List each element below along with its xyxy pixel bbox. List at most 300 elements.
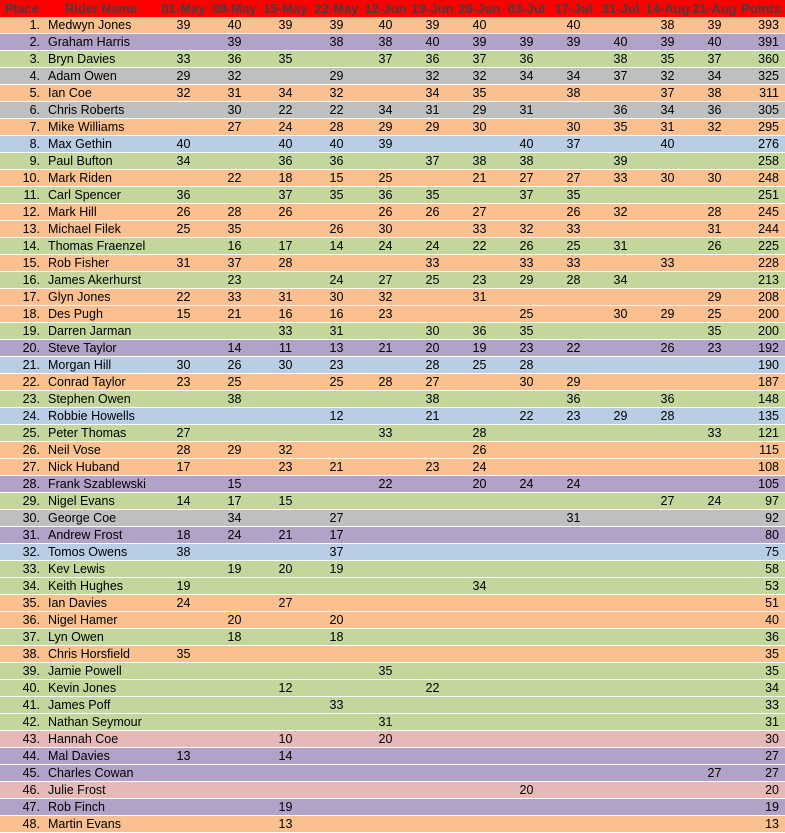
score-cell [503,561,550,578]
rider-name-cell: Kev Lewis [44,561,158,578]
place-cell: 42. [0,714,44,731]
score-cell: 29 [362,119,409,136]
points-cell: 305 [738,102,785,119]
score-cell [260,391,311,408]
score-cell [597,663,644,680]
table-row [0,221,785,238]
score-cell [209,153,260,170]
score-cell: 30 [550,119,597,136]
score-cell: 33 [409,255,456,272]
score-cell [362,561,409,578]
score-cell: 29 [158,68,209,85]
rider-name-cell: George Coe [44,510,158,527]
score-cell [158,340,209,357]
score-cell [362,680,409,697]
place-cell: 45. [0,765,44,782]
score-cell [158,323,209,340]
score-cell: 26 [644,340,691,357]
score-cell [409,629,456,646]
rider-name-cell: Nigel Evans [44,493,158,510]
score-cell [158,102,209,119]
score-cell [362,255,409,272]
score-cell: 22 [158,289,209,306]
score-cell [550,544,597,561]
score-cell: 37 [597,68,644,85]
score-cell: 25 [550,238,597,255]
score-cell [260,714,311,731]
score-cell [260,765,311,782]
table-row [0,629,785,646]
score-cell: 31 [158,255,209,272]
score-cell [691,510,738,527]
table-row [0,17,785,34]
score-cell: 28 [260,255,311,272]
score-cell [644,731,691,748]
score-cell [409,816,456,833]
score-cell [503,629,550,646]
score-cell [644,663,691,680]
score-cell [260,408,311,425]
score-cell: 26 [158,204,209,221]
score-cell: 29 [456,102,503,119]
score-cell: 29 [550,374,597,391]
score-cell: 31 [362,714,409,731]
table-row [0,204,785,221]
score-cell [362,544,409,561]
score-cell: 37 [456,51,503,68]
score-cell [644,323,691,340]
score-cell [550,748,597,765]
score-cell [260,782,311,799]
score-cell [456,187,503,204]
score-cell: 12 [311,408,362,425]
score-cell [456,782,503,799]
score-cell [311,391,362,408]
score-cell: 36 [311,153,362,170]
score-cell [409,306,456,323]
score-cell: 18 [311,629,362,646]
score-cell: 27 [503,170,550,187]
score-cell: 10 [260,731,311,748]
score-cell [456,374,503,391]
score-cell: 39 [260,17,311,34]
score-cell: 38 [644,17,691,34]
table-row [0,714,785,731]
score-cell: 23 [409,459,456,476]
rider-name-cell: Max Gethin [44,136,158,153]
score-cell [503,714,550,731]
score-cell [503,527,550,544]
score-cell: 33 [362,425,409,442]
score-cell [644,187,691,204]
score-cell [597,612,644,629]
rider-name-cell: Adam Owen [44,68,158,85]
rider-name-cell: James Akerhurst [44,272,158,289]
score-cell [597,561,644,578]
score-cell: 30 [362,221,409,238]
score-cell [550,459,597,476]
score-cell: 31 [644,119,691,136]
score-cell [691,476,738,493]
score-cell: 36 [409,51,456,68]
place-cell: 12. [0,204,44,221]
points-cell: 33 [738,697,785,714]
table-row [0,408,785,425]
table-row [0,51,785,68]
score-cell: 27 [158,425,209,442]
score-cell [456,493,503,510]
points-cell: 27 [738,765,785,782]
table-row [0,102,785,119]
score-cell: 24 [456,459,503,476]
score-cell: 35 [158,646,209,663]
column-header: 19-Jun [409,0,456,17]
score-cell: 21 [209,306,260,323]
place-cell: 17. [0,289,44,306]
points-cell: 20 [738,782,785,799]
score-cell [260,510,311,527]
score-cell [209,425,260,442]
place-cell: 8. [0,136,44,153]
score-cell: 39 [409,17,456,34]
score-cell [691,646,738,663]
score-cell: 33 [550,221,597,238]
score-cell [597,527,644,544]
score-cell [409,493,456,510]
place-cell: 33. [0,561,44,578]
score-cell: 20 [260,561,311,578]
score-cell: 39 [597,153,644,170]
score-cell [597,459,644,476]
score-cell: 26 [409,204,456,221]
score-cell [597,782,644,799]
table-row [0,238,785,255]
score-cell [362,323,409,340]
points-cell: 27 [738,748,785,765]
score-cell [550,323,597,340]
score-cell [409,221,456,238]
rider-name-cell: Neil Vose [44,442,158,459]
score-cell [311,816,362,833]
score-cell: 33 [311,697,362,714]
place-cell: 22. [0,374,44,391]
score-cell [644,204,691,221]
score-cell [260,697,311,714]
place-cell: 46. [0,782,44,799]
score-cell: 30 [503,374,550,391]
table-row [0,153,785,170]
points-cell: 200 [738,306,785,323]
score-cell [260,34,311,51]
score-cell [597,714,644,731]
score-cell [260,374,311,391]
table-row [0,442,785,459]
rider-name-cell: Mal Davies [44,748,158,765]
score-cell [550,527,597,544]
score-cell [456,697,503,714]
place-cell: 26. [0,442,44,459]
score-cell [644,289,691,306]
score-cell: 26 [311,221,362,238]
score-cell [597,425,644,442]
score-cell: 34 [503,68,550,85]
score-cell [550,697,597,714]
score-cell [158,799,209,816]
score-cell: 21 [409,408,456,425]
score-cell [311,731,362,748]
score-cell [644,595,691,612]
score-cell: 38 [362,34,409,51]
table-row [0,306,785,323]
score-cell: 32 [503,221,550,238]
place-cell: 7. [0,119,44,136]
score-cell [409,714,456,731]
score-cell: 32 [644,68,691,85]
table-row [0,765,785,782]
table-row [0,646,785,663]
score-cell: 30 [597,306,644,323]
score-cell: 34 [456,578,503,595]
score-cell: 21 [456,170,503,187]
score-cell [209,595,260,612]
column-header: 26-Jun [456,0,503,17]
table-row [0,119,785,136]
score-cell [362,799,409,816]
score-cell: 18 [209,629,260,646]
score-cell: 22 [209,170,260,187]
score-cell [158,816,209,833]
score-cell: 37 [209,255,260,272]
score-cell: 37 [503,187,550,204]
column-header: 22-May [311,0,362,17]
score-cell: 39 [311,17,362,34]
score-cell [503,680,550,697]
score-cell [362,357,409,374]
score-cell: 28 [362,374,409,391]
score-cell [158,476,209,493]
score-cell [644,442,691,459]
score-cell [158,680,209,697]
score-cell [644,629,691,646]
score-cell [597,136,644,153]
score-cell [550,578,597,595]
table-row [0,289,785,306]
place-cell: 43. [0,731,44,748]
column-header: 17-Jul [550,0,597,17]
score-cell [644,476,691,493]
score-cell [691,527,738,544]
table-row [0,85,785,102]
score-cell: 40 [158,136,209,153]
score-cell [456,255,503,272]
score-cell [691,663,738,680]
column-header: 31-Jul [597,0,644,17]
score-cell [691,680,738,697]
place-cell: 37. [0,629,44,646]
score-cell [597,323,644,340]
place-cell: 18. [0,306,44,323]
score-cell [456,408,503,425]
score-cell [550,51,597,68]
score-cell [158,34,209,51]
place-cell: 19. [0,323,44,340]
score-cell [209,663,260,680]
score-cell: 17 [209,493,260,510]
score-cell: 34 [597,272,644,289]
score-cell [691,578,738,595]
table-row [0,510,785,527]
score-cell [503,612,550,629]
score-cell [311,748,362,765]
score-cell: 32 [362,289,409,306]
column-header: Place [0,0,44,17]
rider-name-cell: Conrad Taylor [44,374,158,391]
score-cell [597,595,644,612]
points-cell: 58 [738,561,785,578]
score-cell: 30 [644,170,691,187]
score-cell: 16 [260,306,311,323]
score-cell [260,544,311,561]
score-cell: 37 [260,187,311,204]
score-cell: 24 [362,238,409,255]
score-cell: 19 [311,561,362,578]
score-cell [691,595,738,612]
score-cell [644,238,691,255]
score-cell [209,578,260,595]
score-cell: 18 [260,170,311,187]
place-cell: 38. [0,646,44,663]
score-cell: 20 [209,612,260,629]
score-cell [691,391,738,408]
score-cell: 36 [691,102,738,119]
score-cell: 25 [503,306,550,323]
score-cell [550,561,597,578]
points-cell: 325 [738,68,785,85]
score-cell [409,527,456,544]
score-cell: 27 [311,510,362,527]
score-cell [409,765,456,782]
table-row [0,595,785,612]
score-cell: 23 [311,357,362,374]
score-cell [644,510,691,527]
table-row [0,272,785,289]
score-cell [409,748,456,765]
points-cell: 391 [738,34,785,51]
score-cell [260,578,311,595]
score-cell: 12 [260,680,311,697]
score-cell: 20 [362,731,409,748]
score-cell [409,663,456,680]
score-cell [362,765,409,782]
score-cell: 17 [158,459,209,476]
score-cell: 40 [311,136,362,153]
score-cell [550,663,597,680]
rider-name-cell: Martin Evans [44,816,158,833]
score-cell [691,136,738,153]
score-cell: 23 [456,272,503,289]
score-cell [158,238,209,255]
score-cell: 29 [409,119,456,136]
score-cell: 36 [503,51,550,68]
score-cell: 32 [409,68,456,85]
score-cell [550,612,597,629]
column-header: 14-Aug [645,1,690,16]
score-cell: 32 [597,204,644,221]
score-cell [691,459,738,476]
score-cell [691,799,738,816]
score-cell: 29 [209,442,260,459]
rider-name-cell: Rob Fisher [44,255,158,272]
score-cell [362,612,409,629]
score-cell: 34 [409,85,456,102]
score-cell: 38 [550,85,597,102]
score-cell [644,357,691,374]
table-row [0,340,785,357]
score-cell: 24 [311,272,362,289]
score-cell: 25 [311,374,362,391]
score-cell [550,799,597,816]
table-row [0,561,785,578]
score-cell: 33 [209,289,260,306]
score-cell [409,289,456,306]
rider-name-cell: Nathan Seymour [44,714,158,731]
score-cell [158,272,209,289]
points-cell: 200 [738,323,785,340]
score-cell [158,714,209,731]
rider-name-cell: Michael Filek [44,221,158,238]
score-cell [503,17,550,34]
score-cell [362,629,409,646]
score-cell [691,561,738,578]
score-cell [550,765,597,782]
place-cell: 6. [0,102,44,119]
score-cell [456,629,503,646]
score-cell: 35 [409,187,456,204]
score-cell: 35 [550,187,597,204]
score-cell: 28 [456,425,503,442]
score-cell [362,459,409,476]
rider-name-cell: Nick Huband [44,459,158,476]
score-cell [209,765,260,782]
score-cell [456,646,503,663]
score-cell: 33 [691,425,738,442]
score-cell [597,510,644,527]
score-cell [209,187,260,204]
score-cell: 35 [260,51,311,68]
score-cell [409,544,456,561]
score-cell: 34 [158,153,209,170]
score-cell: 34 [209,510,260,527]
score-cell [456,731,503,748]
score-cell [644,714,691,731]
points-cell: 248 [738,170,785,187]
score-cell [456,510,503,527]
score-cell: 23 [209,272,260,289]
points-cell: 360 [738,51,785,68]
score-cell [597,17,644,34]
rider-name-cell: Julie Frost [44,782,158,799]
score-cell [456,561,503,578]
score-cell [503,578,550,595]
column-header: 03-Jul [503,0,550,17]
score-cell: 16 [209,238,260,255]
place-cell: 23. [0,391,44,408]
place-cell: 28. [0,476,44,493]
table-row [0,323,785,340]
place-cell: 1. [0,17,44,34]
score-cell [644,748,691,765]
score-cell [362,68,409,85]
